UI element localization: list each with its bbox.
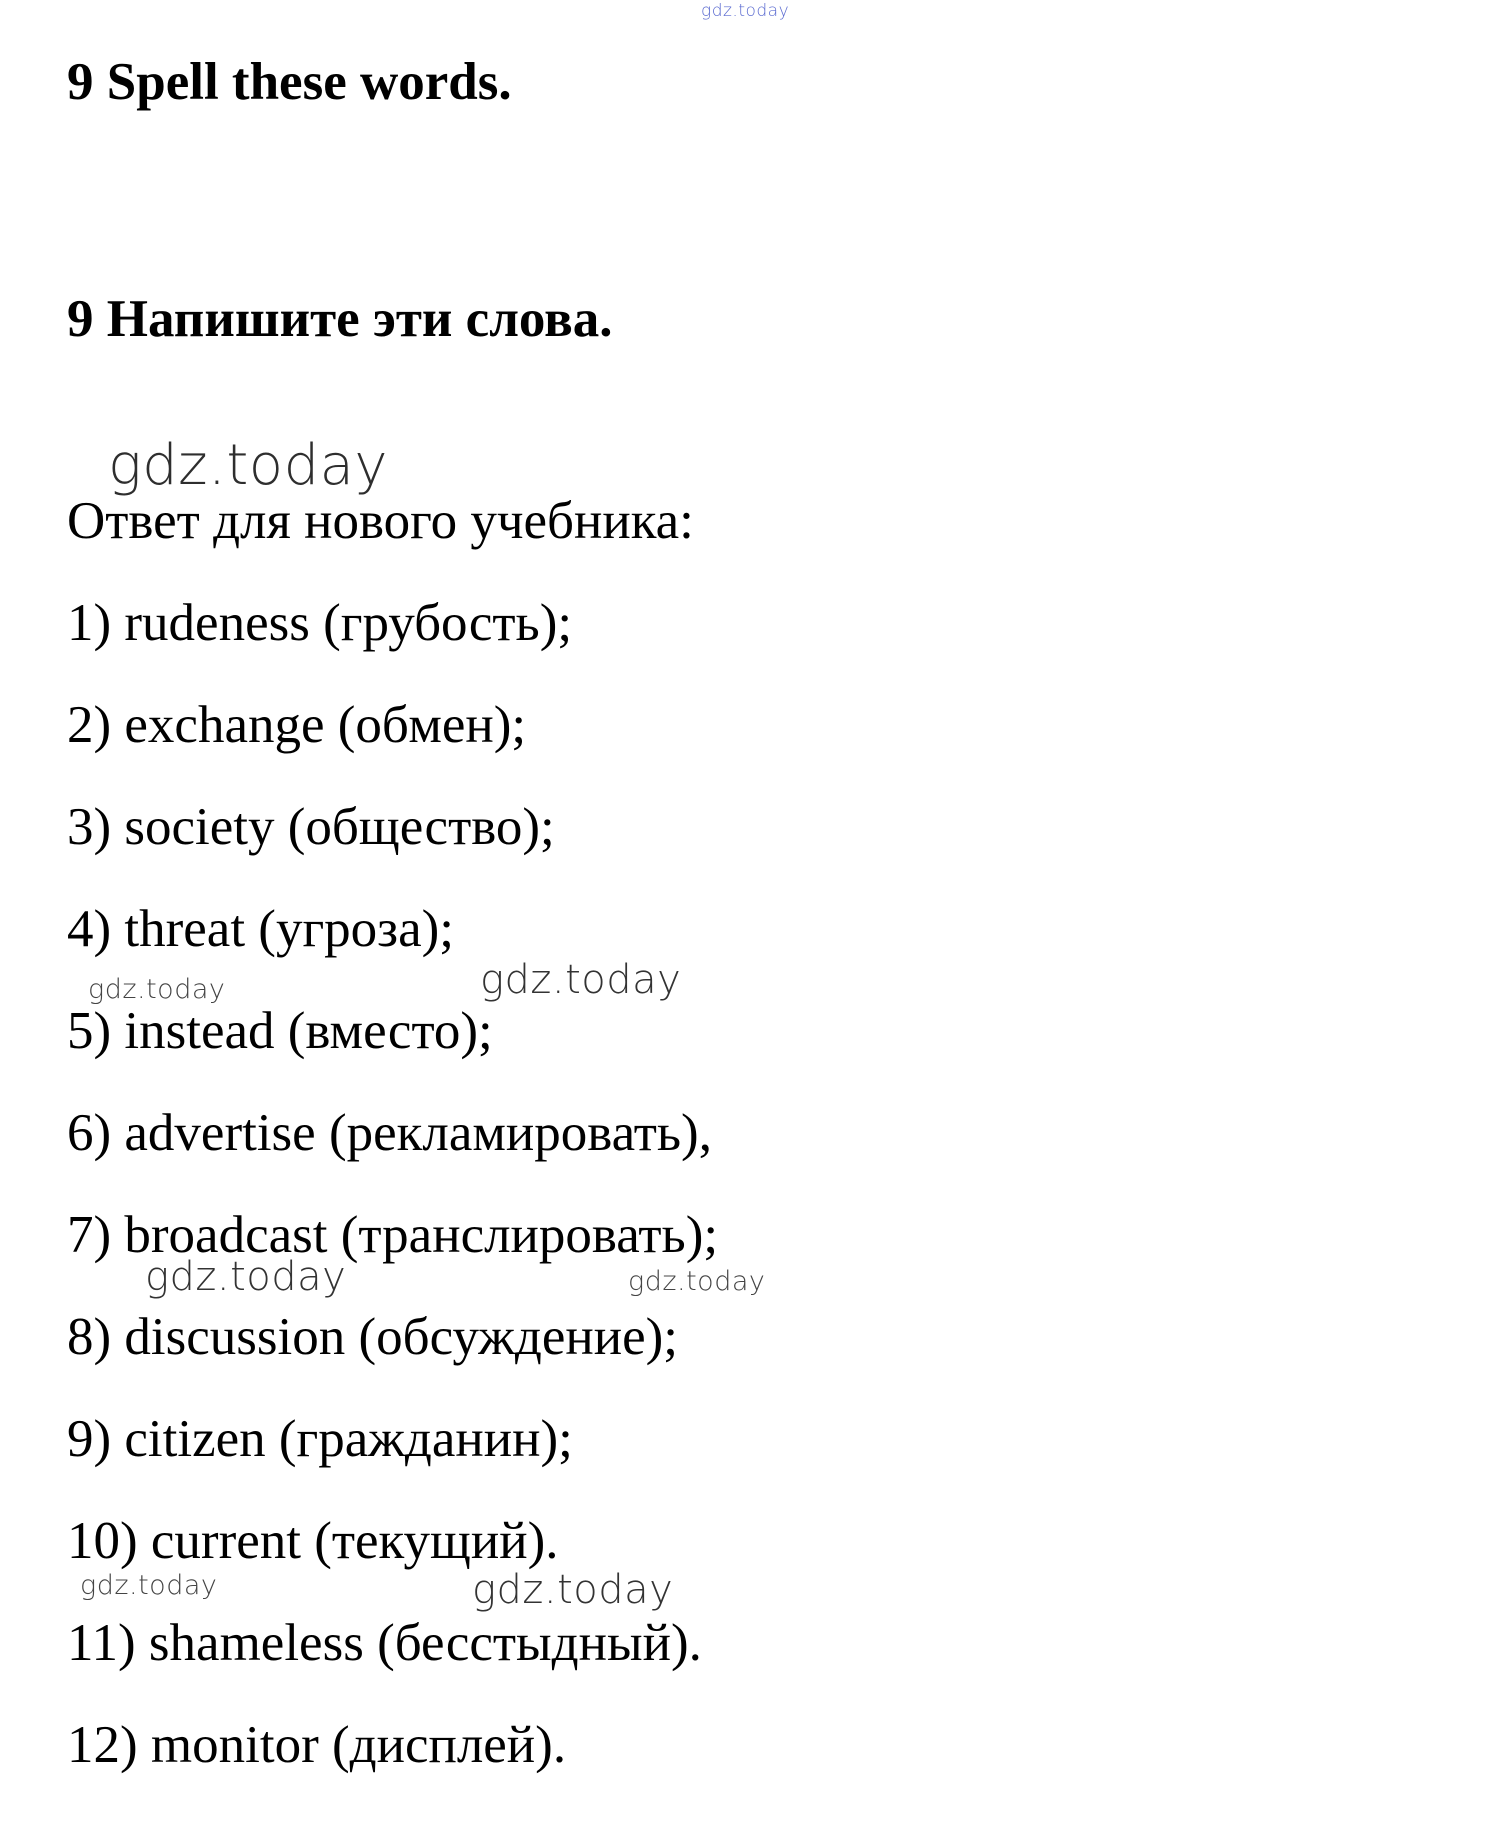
list-item: 2) exchange (обмен);	[67, 696, 527, 754]
list-item: 3) society (общество);	[67, 798, 555, 856]
watermark: gdz.today	[472, 1567, 674, 1613]
list-item: 4) threat (угроза);	[67, 900, 455, 958]
list-item: 5) instead (вместо);	[67, 1002, 493, 1060]
word-list	[67, 594, 719, 1821]
watermark: gdz.today	[701, 1, 790, 21]
exercise-title-russian: 9 Напишите эти слова.	[67, 290, 613, 348]
list-item: 7) broadcast (транслировать);	[67, 1206, 719, 1264]
watermark: gdz.today	[88, 974, 226, 1005]
watermark: gdz.today	[145, 1254, 347, 1300]
list-item: 10) current (текущий).	[67, 1512, 559, 1570]
list-item: 12) monitor (дисплей).	[67, 1716, 567, 1774]
list-item: 9) citizen (гражданин);	[67, 1410, 573, 1468]
answer-intro: Ответ для нового учебника:	[67, 492, 694, 550]
watermark: gdz.today	[628, 1266, 766, 1297]
list-item: 1) rudeness (грубость);	[67, 594, 573, 652]
list-item: 8) discussion (обсуждение);	[67, 1308, 678, 1366]
exercise-title-english: 9 Spell these words.	[67, 53, 512, 111]
watermark: gdz.today	[480, 957, 682, 1003]
watermark: gdz.today	[108, 433, 389, 498]
list-item: 6) advertise (рекламировать),	[67, 1104, 712, 1162]
list-item: 11) shameless (бесстыдный).	[67, 1614, 702, 1672]
watermark: gdz.today	[80, 1570, 218, 1601]
